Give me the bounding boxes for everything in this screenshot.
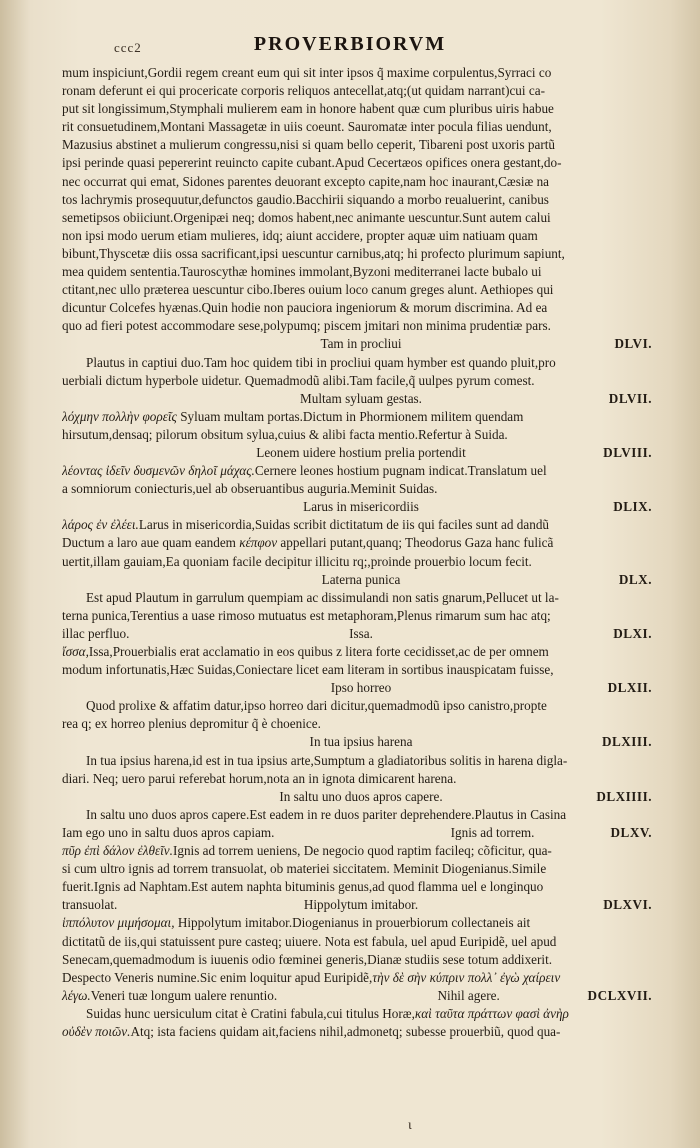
entry-heading [62,679,660,697]
text-line: Mazusius abstinet a mulierum congressu,nisi si quam bello ceperit, Tibareni post uxoris partũ [62,137,555,153]
entry-heading [62,788,660,806]
entry-heading [62,824,660,842]
greek-text: ἴσσα, [62,644,89,659]
latin-text: Syluam multam portas.Dictum in Phormionem militem quendam [180,408,524,424]
latin-text: Ductum a laro aue quam eandem [62,535,236,551]
latin-text: appellari putant,quanq; Theodorus Gaza hanc fulicã [280,535,554,551]
latin-text: Despecto Veneris numine.Sic enim loquitur apud Euripidẽ, [62,969,373,985]
latin-text: illac perfluo. [62,625,130,641]
text-line: non ipsi modo uerum etiam mulieres, idq; aiunt accidere, propter aquæ uim natiuam quam [62,227,538,243]
entry-number: DLXIIII. [596,788,652,804]
greek-text: λόχμην πολλὴν φορεῖς [62,408,177,424]
latin-text: Iam ego uno in saltu duos apros capiam. [62,824,275,840]
text-line [62,462,660,480]
entry-number: DLVII. [608,390,652,406]
text-line [62,969,660,987]
latin-text: transuolat. [62,897,118,913]
entry-number: DLVIII. [603,444,652,460]
latin-text: Larus in misericordia,Suidas scribit dictitatum de iis qui faciles sunt ad dandũ [138,517,550,533]
greek-text: κέπφον [239,535,278,551]
text-line: dictitatũ de iis,qui statuissent pure casteq; uiuere. Nota est fabula, uel apud Euripidẽ, uel apud [62,933,557,949]
text-line [62,1023,660,1041]
entry-number: DLXI. [613,625,652,641]
latin-text: Issa,Prouerbialis erat acclamatio in eos quibus z litera forte cecidisset,ac de per omnem [88,644,549,659]
greek-text: τὴν δὲ σὴν κύπριν πολλ᾽ ἐγὼ χαίρειν [372,969,561,985]
signature-mark: ɩ [408,1118,412,1133]
text-line [62,516,660,534]
text-line: uerbiali dictum hyperbole uidetur. Quemadmodũ alibi.Tam facile,q̃ uulpes pyrum comest. [62,372,535,388]
text-line: hirsutum,densaq; pilorum obsitum sylua,cuius & alibi facta mentio.Refertur à Suida. [62,426,508,442]
entry-title: Ignis ad torrem. [450,824,535,840]
entry-number: DLXII. [607,680,652,696]
text-line: bibunt,Thyscetæ diis ossa sacrificant,ipsi uescuntur carnibus,atq; hi profecto plurimum sapiunt, [62,245,565,261]
greek-text: λέοντας ἰδεῖν δυσμενῶν δηλοῖ μάχας. [62,463,255,479]
text-line: put sit longissimum,Stymphali mulierem eam in honore habent quæ cum pluribus uiris habue [62,101,554,117]
text-line: mea quidem sententia.Taurоscythæ homines immolant,Byzoni mediterranei lacte bubalo ui [62,264,542,280]
entry-heading [62,390,660,408]
text-line: rea q; ex horreo plenius depromitur q̃ è choenice. [62,716,321,732]
text-line: si cum ultro ignis ad torrem transuolat, ob materiei siccitatem. Meminit Diogenianus.Simile [62,861,547,877]
text-line: Senecam,quemadmodum is iuuenis odio fœminei generis,Dianæ studiis sese totum addixerit. [62,951,553,967]
latin-text: Ignis ad torrem ueniens, De negocio quod raptim facileq; cõficitur, qua- [172,843,552,859]
text-line: Quod prolixe & affatim datur,ipso horreo dari dicitur,quemadmodũ ipso canistro,propte [86,698,547,714]
text-line: nec occurrat qui emat, Sidones parentes deuorant excepto capite,nam hoc inaurant,Cæsiæ na [62,173,550,189]
entry-title: Multam syluam gestas. [300,390,422,406]
running-head: PROVERBIORVM [253,33,447,55]
entry-heading [62,625,660,643]
text-line: mum inspiciunt,Gordii regem creant eum qui sit inter ipsos q̃ maxime corpulentus,Syrraci co [62,65,552,80]
entry-title: Laterna punica [321,571,401,587]
text-line: terna punica,Terentius a uase rimoso mutuatus est metaphoram,Plenus rimarum sum hac atq; [62,607,551,623]
entry-title: Tam in procliui [320,336,402,352]
entry-number: DLX. [618,571,652,587]
body-text [62,64,660,1041]
text-line: uertit,illam gauiam,Ea quoniam facile decipitur illicitu rq;,proinde prouerbio locum fecit. [62,553,532,569]
page-number: ccc2 [114,40,142,55]
text-line [62,1005,660,1023]
entry-title: Issa. [349,625,373,641]
text-line [62,643,660,661]
entry-title: In saltu uno duos apros capere. [279,788,443,804]
entry-title: Leonem uidere hostium prelia portendit [256,444,466,460]
text-line: a somniorum coniecturis,uel ab obseruantibus auguria.Meminit Suidas. [62,481,438,497]
text-line: Est apud Plautum in garrulum quempiam ac dissimulandi non satis gnarum,Pellucet ut la- [86,589,559,605]
entry-title: Hippolytum imitabor. [303,897,419,913]
text-line: modum infortunatis,Hæc Suidas,Coniectare licet eam literam in sortibus inauspicatam fuisse, [62,662,554,678]
entry-title: Ipso horreo [330,680,392,696]
text-line: semetipsos obiiciunt.Orgenipæi neq; domos habent,nec animante uescuntur.Sunt autem calui [62,209,551,225]
text-line: ctitant,nec ullo præterea uescuntur cibo.Iberes ouium loco canum greges alunt. Aethiopes qui [62,282,554,298]
text-line: quo ad fieri potest accommodare sese,polypumq; piscem jmitari non minima prudentiæ pars. [62,318,551,334]
entry-heading [62,498,660,516]
text-line: rit consuetudinem,Montani Massagetæ in uiis coeunt. Sauromatæ inter pocula filias uendunt, [62,119,552,135]
greek-text: οὐδὲν ποιῶν. [62,1023,131,1039]
entry-heading [62,733,660,751]
entry-number: DLXV. [610,824,652,840]
entry-heading [62,896,660,914]
text-line: dicuntur Colcefes hyænas.Quin hodie non pauciora ingeniorum & morum discrimina. Ad ea [62,300,548,316]
latin-text: Atq; ista faciens quidam ait,faciens nihil,admonetq; subesse prouerbiũ, quod qua- [130,1023,561,1039]
text-line: Plautus in captiui duo.Tam hoc quidem tibi in procliui quam hymber est quando pluit,pro [86,354,556,370]
text-line: In saltu uno duos apros capere.Est eadem in re duos pariter deprehendere.Plautus in Casina [86,806,567,822]
text-line [62,914,660,932]
entry-heading [62,571,660,589]
latin-text: Cernere leones hostium pugnam indicat.Translatum uel [254,463,547,479]
text-line: tos lachrymis prosequutur,defunctos gaudio.Bacchirii siquando a morbo reualuerint, canibus [62,191,549,207]
entry-title: In tua ipsius harena [309,734,413,750]
entry-number: DCLXVII. [587,987,652,1003]
entry-heading [62,987,660,1005]
entry-title: Nihil agere. [437,987,500,1003]
entry-title: Larus in misericordiis [303,499,419,515]
text-line: diari. Neq; uero parui referebat horum,nota an in ignota dimicarent harena. [62,770,457,786]
latin-text: Hippolytum imitabor.Diogenianus in prouerbiorum collectaneis ait [177,915,531,931]
latin-text: Suidas hunc uersiculum citat è Cratini fabula,cui titulus Horæ, [86,1005,415,1021]
entry-heading [62,335,660,353]
greek-text: ἱππόλυτον μιμήσομαι, [62,915,175,931]
greek-text: καὶ ταῦτα πράττων φασὶ ἀνὴρ [414,1005,569,1021]
entry-number: DLXVI. [603,897,652,913]
entry-number: DLVI. [614,336,652,352]
text-line: ronam deferunt ei qui procericate corporis reliquos antecellat,atq;(ut quidam narrant)cui ca- [62,83,545,99]
entry-number: DLXIII. [601,734,652,750]
text-line [62,408,660,426]
entry-heading [62,444,660,462]
greek-text: λάρος ἐν ἐλέει. [62,517,139,533]
greek-text: λέγω. [62,987,91,1003]
text-line [62,534,660,552]
greek-text: πῦρ ἐπὶ δάλον ἐλθεῖν. [62,843,173,859]
text-line: fuerit.Ignis ad Naphtam.Est autem naphta bituminis genus,ad quod flamma uel e longinquo [62,879,544,895]
latin-text: Veneri tuæ longum ualere renuntio. [90,987,278,1003]
text-line: ipsi perinde quasi pepererint reuincto capite cubant.Apud Cecertæos opifices onera gestant,do- [62,155,562,171]
entry-number: DLIX. [613,499,652,515]
text-line: In tua ipsius harena,id est in tua ipsius arte,Sumptum a gladiatoribus solitis in harena digla- [86,752,568,768]
text-line [62,842,660,860]
